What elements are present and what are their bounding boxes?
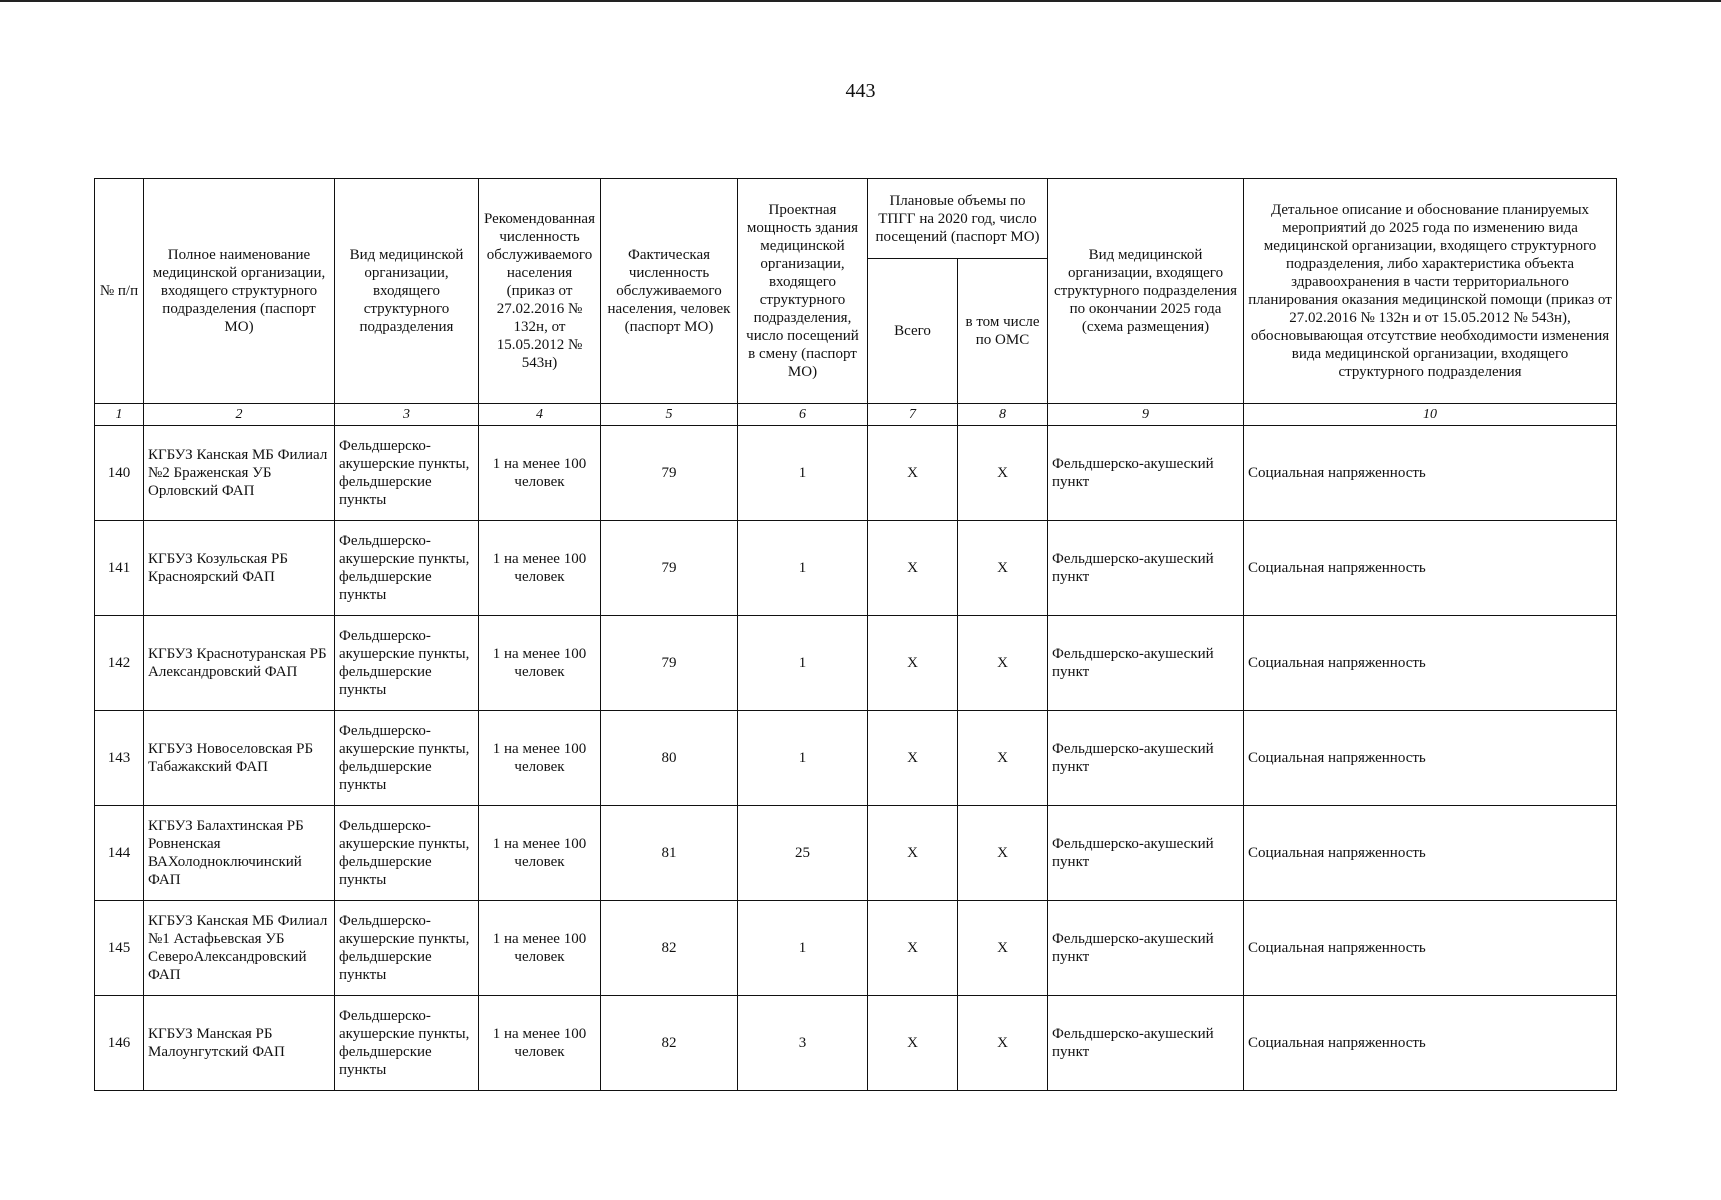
column-number: 1 <box>95 404 144 426</box>
header-planned-group: Плановые объемы по ТПГГ на 2020 год, число посещений (паспорт МО) <box>868 179 1048 259</box>
row-planned-total: Х <box>868 996 958 1091</box>
row-planned-total: Х <box>868 616 958 711</box>
table-row <box>95 521 1617 616</box>
row-name: КГБУЗ Канская МБ Филиал №2 Браженская УБ Орловский ФАП <box>144 426 335 521</box>
row-name: КГБУЗ Новоселовская РБ Табажакский ФАП <box>144 711 335 806</box>
row-planned-oms: Х <box>958 521 1048 616</box>
row-type-2025: Фельдшерско-акушеский пункт <box>1048 996 1244 1091</box>
row-type: Фельдшерско-акушерские пункты, фельдшерские пункты <box>335 521 479 616</box>
row-planned-oms: Х <box>958 711 1048 806</box>
column-number: 2 <box>144 404 335 426</box>
row-planned-oms: Х <box>958 616 1048 711</box>
table-header <box>95 179 1617 426</box>
row-name: КГБУЗ Балахтинская РБ Ровненская ВАХолодноключинский ФАП <box>144 806 335 901</box>
row-actual: 82 <box>601 901 738 996</box>
row-recommended: 1 на менее 100 человек <box>479 711 601 806</box>
row-planned-oms: Х <box>958 806 1048 901</box>
row-planned-total: Х <box>868 806 958 901</box>
row-num: 146 <box>95 996 144 1091</box>
column-number: 8 <box>958 404 1048 426</box>
row-description: Социальная напряженность <box>1244 901 1617 996</box>
column-number: 7 <box>868 404 958 426</box>
table-row <box>95 996 1617 1091</box>
row-type: Фельдшерско-акушерские пункты, фельдшерские пункты <box>335 806 479 901</box>
row-planned-oms: Х <box>958 426 1048 521</box>
row-capacity: 1 <box>738 426 868 521</box>
row-type: Фельдшерско-акушерские пункты, фельдшерские пункты <box>335 901 479 996</box>
row-name: КГБУЗ Манская РБ Малоунгутский ФАП <box>144 996 335 1091</box>
row-capacity: 1 <box>738 616 868 711</box>
row-actual: 80 <box>601 711 738 806</box>
row-type: Фельдшерско-акушерские пункты, фельдшерские пункты <box>335 996 479 1091</box>
row-type: Фельдшерско-акушерские пункты, фельдшерские пункты <box>335 711 479 806</box>
row-recommended: 1 на менее 100 человек <box>479 426 601 521</box>
row-type-2025: Фельдшерско-акушеский пункт <box>1048 616 1244 711</box>
table-body <box>95 426 1617 1091</box>
column-number: 9 <box>1048 404 1244 426</box>
row-capacity: 1 <box>738 901 868 996</box>
row-recommended: 1 на менее 100 человек <box>479 806 601 901</box>
header-actual: Фактическая численность обслуживаемого населения, человек (паспорт МО) <box>601 179 738 404</box>
header-row-main <box>95 179 1617 259</box>
column-number: 10 <box>1244 404 1617 426</box>
header-type: Вид медицинской организации, входящего структурного подразделения <box>335 179 479 404</box>
header-name: Полное наименование медицинской организации, входящего структурного подразделения (паспорт МО) <box>144 179 335 404</box>
row-type-2025: Фельдшерско-акушеский пункт <box>1048 806 1244 901</box>
header-type-2025: Вид медицинской организации, входящего структурного подразделения по окончании 2025 года (схема размещения) <box>1048 179 1244 404</box>
table-row <box>95 616 1617 711</box>
header-description: Детальное описание и обоснование планируемых мероприятий до 2025 года по изменению вида медицинской организации, входящего структурного подразделения, либо характеристика объекта здравоохранения в части территориального планирования оказания медицинской помощи (приказ от 27.02.2016 № 132н и от 15.05.2012 № 543н), обосновывающая отсутствие необходимости изменения вида медицинской организации, входящего структурного подразделения <box>1244 179 1617 404</box>
column-number: 6 <box>738 404 868 426</box>
row-actual: 79 <box>601 426 738 521</box>
row-capacity: 3 <box>738 996 868 1091</box>
row-planned-total: Х <box>868 711 958 806</box>
row-name: КГБУЗ Канская МБ Филиал №1 Астафьевская УБ СевероАлександровский ФАП <box>144 901 335 996</box>
row-type-2025: Фельдшерско-акушеский пункт <box>1048 426 1244 521</box>
row-planned-oms: Х <box>958 996 1048 1091</box>
row-description: Социальная напряженность <box>1244 521 1617 616</box>
row-planned-total: Х <box>868 521 958 616</box>
table-row <box>95 426 1617 521</box>
table-row <box>95 901 1617 996</box>
row-planned-total: Х <box>868 426 958 521</box>
row-type-2025: Фельдшерско-акушеский пункт <box>1048 711 1244 806</box>
table-row <box>95 806 1617 901</box>
row-type-2025: Фельдшерско-акушеский пункт <box>1048 901 1244 996</box>
row-capacity: 25 <box>738 806 868 901</box>
row-type: Фельдшерско-акушерские пункты, фельдшерские пункты <box>335 616 479 711</box>
row-type: Фельдшерско-акушерские пункты, фельдшерские пункты <box>335 426 479 521</box>
row-description: Социальная напряженность <box>1244 806 1617 901</box>
row-recommended: 1 на менее 100 человек <box>479 996 601 1091</box>
header-planned-total: Всего <box>868 259 958 404</box>
column-number: 4 <box>479 404 601 426</box>
row-capacity: 1 <box>738 521 868 616</box>
column-number: 3 <box>335 404 479 426</box>
row-planned-total: Х <box>868 901 958 996</box>
row-actual: 79 <box>601 616 738 711</box>
row-name: КГБУЗ Краснотуранская РБ Александровский ФАП <box>144 616 335 711</box>
column-number: 5 <box>601 404 738 426</box>
row-description: Социальная напряженность <box>1244 996 1617 1091</box>
row-num: 142 <box>95 616 144 711</box>
row-num: 140 <box>95 426 144 521</box>
row-num: 144 <box>95 806 144 901</box>
row-description: Социальная напряженность <box>1244 711 1617 806</box>
row-capacity: 1 <box>738 711 868 806</box>
row-description: Социальная напряженность <box>1244 426 1617 521</box>
row-name: КГБУЗ Козульская РБ Красноярский ФАП <box>144 521 335 616</box>
row-actual: 81 <box>601 806 738 901</box>
row-description: Социальная напряженность <box>1244 616 1617 711</box>
row-actual: 82 <box>601 996 738 1091</box>
header-recommended: Рекомендованная численность обслуживаемого населения (приказ от 27.02.2016 № 132н, от 15.05.2012 № 543н) <box>479 179 601 404</box>
header-num: № п/п <box>95 179 144 404</box>
row-num: 141 <box>95 521 144 616</box>
page-number: 443 <box>845 80 876 102</box>
row-num: 145 <box>95 901 144 996</box>
row-recommended: 1 на менее 100 человек <box>479 901 601 996</box>
row-recommended: 1 на менее 100 человек <box>479 616 601 711</box>
registry-table <box>94 178 1617 1091</box>
header-planned-oms: в том числе по ОМС <box>958 259 1048 404</box>
table-row <box>95 711 1617 806</box>
row-num: 143 <box>95 711 144 806</box>
top-rule <box>0 0 1721 2</box>
row-recommended: 1 на менее 100 человек <box>479 521 601 616</box>
row-type-2025: Фельдшерско-акушеский пункт <box>1048 521 1244 616</box>
header-capacity: Проектная мощность здания медицинской организации, входящего структурного подразделения, число посещений в смену (паспорт МО) <box>738 179 868 404</box>
column-number-row <box>95 404 1617 426</box>
row-planned-oms: Х <box>958 901 1048 996</box>
row-actual: 79 <box>601 521 738 616</box>
